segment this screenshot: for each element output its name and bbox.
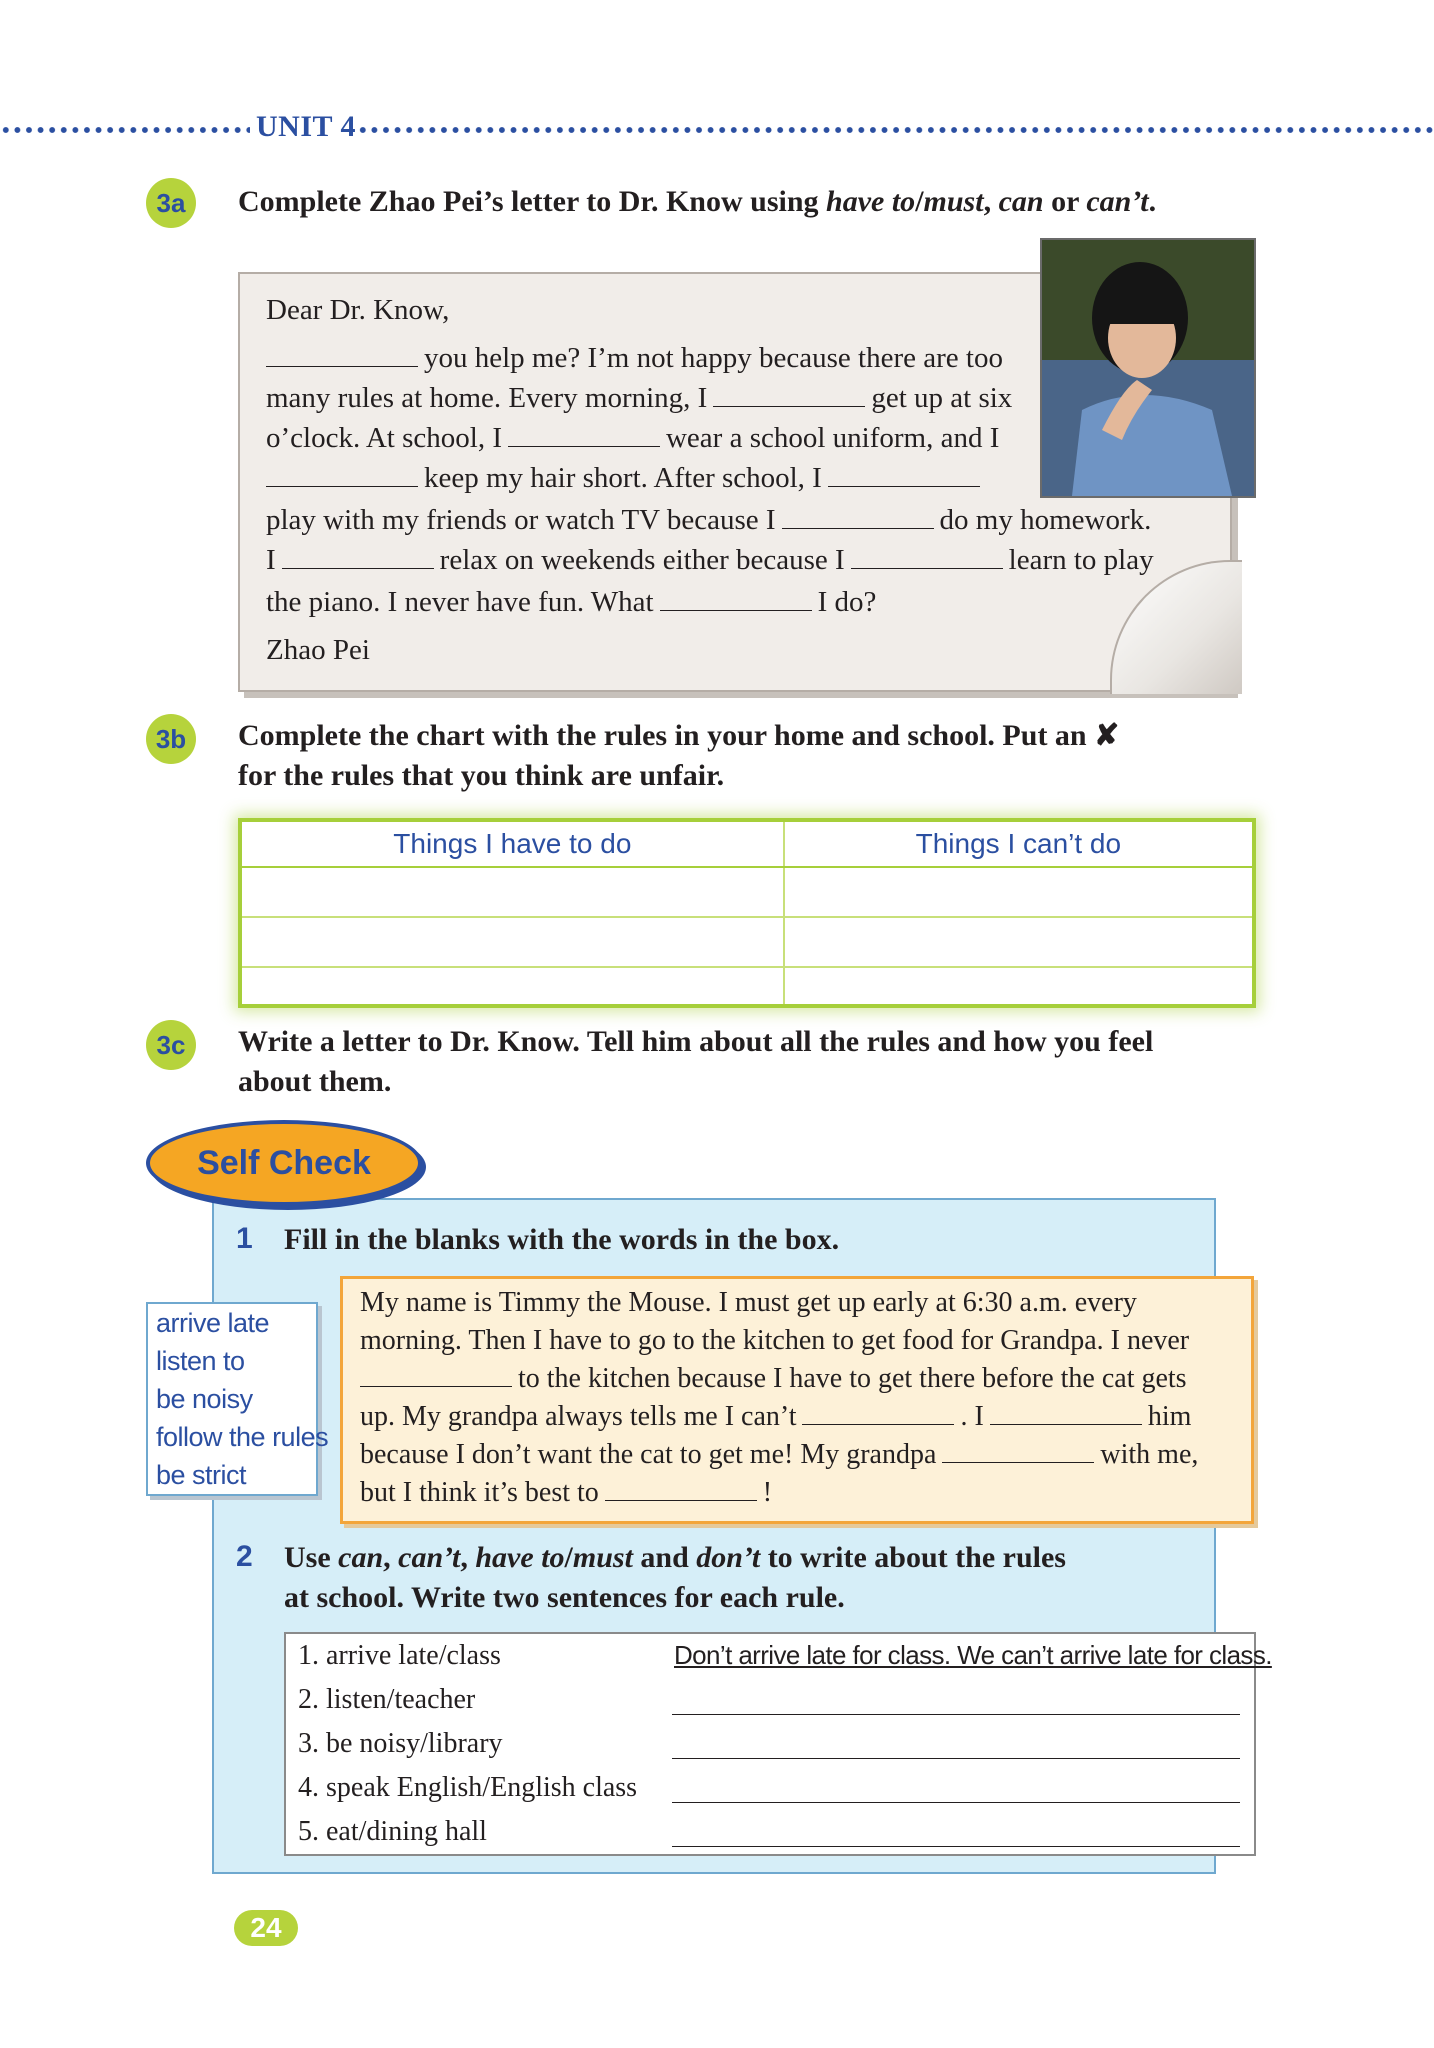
answer-blank[interactable] [828,458,980,487]
passage-line-3: to the kitchen because I have to get there before the cat gets [360,1360,1187,1398]
instruction-3a: Complete Zhao Pei’s letter to Dr. Know using have to/must, can or can’t. [238,185,1157,218]
chart-cell[interactable] [242,867,784,917]
section-badge-3c: 3c [146,1020,196,1070]
question-1-instruction: Fill in the blanks with the words in the box. [284,1223,840,1256]
header-dots-left [0,123,250,137]
letter-signature: Zhao Pei [266,634,370,666]
instruction-3b-line2: for the rules that you think are unfair. [238,759,725,792]
letter-line-4: keep my hair short. After school, I [266,458,986,498]
rules-chart [238,818,1256,1008]
answer-blank[interactable] [282,540,434,569]
question-2-instruction-line1: Use can, can’t, have to/must and don’t to write about the rules [284,1541,1066,1574]
letter-line-6: I relax on weekends either because I learn to play [266,540,1154,580]
answer-blank[interactable] [942,1436,1094,1463]
answer-blank[interactable] [266,458,418,487]
unit-title: UNIT 4 [256,110,356,143]
answer-blank[interactable] [990,1398,1142,1425]
header-dots-right [357,123,1434,137]
passage-line-6: but I think it’s best to ! [360,1474,772,1512]
answer-line[interactable] [672,1802,1240,1803]
word-box-item: arrive late [156,1308,270,1338]
rule-item: 4. speak English/English class [298,1772,638,1803]
rule-item: 2. listen/teacher [298,1684,476,1715]
letter-line-1: you help me? I’m not happy because there are too [266,338,1003,378]
answer-blank[interactable] [266,338,418,367]
section-badge-3a: 3a [146,178,196,228]
word-box-item: be noisy [156,1384,253,1414]
rule-item: 1. arrive late/class [298,1640,501,1671]
question-number-1: 1 [236,1222,253,1255]
word-box-item: be strict [156,1460,247,1490]
word-box-item: listen to [156,1346,245,1376]
girl-photo [1040,238,1256,498]
answer-blank[interactable] [360,1360,512,1387]
answer-blank[interactable] [802,1398,954,1425]
answer-line[interactable] [672,1846,1240,1847]
example-answer: Don’t arrive late for class. We can’t arrive late for class. [674,1640,1272,1670]
page-number: 24 [234,1910,298,1946]
question-number-2: 2 [236,1540,253,1573]
passage-line-2: morning. Then I have to go to the kitchen to get food for Grandpa. I never [360,1325,1190,1356]
letter-line-7: the piano. I never have fun. What I do? [266,582,876,622]
letter-line-3: o’clock. At school, I wear a school uniform, and I [266,418,999,458]
passage-line-5: because I don’t want the cat to get me! My grandpa with me, [360,1436,1198,1474]
answer-blank[interactable] [605,1474,757,1501]
rule-item: 5. eat/dining hall [298,1816,487,1847]
answer-blank[interactable] [660,582,812,611]
chart-header-have-to: Things I have to do [242,822,784,867]
answer-line[interactable] [672,1758,1240,1759]
chart-cell[interactable] [242,917,784,967]
word-box-item: follow the rules [156,1422,329,1452]
chart-cell[interactable] [784,917,1252,967]
self-check-title: Self Check [146,1120,422,1206]
answer-blank[interactable] [713,378,865,407]
passage-line-4: up. My grandpa always tells me I can’t . I him [360,1398,1191,1436]
chart-cell[interactable] [784,867,1252,917]
rule-item: 3. be noisy/library [298,1728,503,1759]
answer-blank[interactable] [851,540,1003,569]
question-2-instruction-line2: at school. Write two sentences for each rule. [284,1581,845,1614]
chart-header-cant: Things I can’t do [784,822,1252,867]
letter-greeting: Dear Dr. Know, [266,294,450,326]
answer-blank[interactable] [782,500,934,529]
passage-line-1: My name is Timmy the Mouse. I must get up early at 6:30 a.m. every [360,1287,1137,1318]
letter-line-5: play with my friends or watch TV because I do my homework. [266,500,1151,540]
letter-line-2: many rules at home. Every morning, I get up at six [266,378,1012,418]
instruction-3b-line1: Complete the chart with the rules in your home and school. Put an ✘ [238,719,1120,752]
chart-cell[interactable] [784,967,1252,1004]
section-badge-3b: 3b [146,714,196,764]
instruction-3c-line2: about them. [238,1065,392,1098]
chart-cell[interactable] [242,967,784,1004]
instruction-3c-line1: Write a letter to Dr. Know. Tell him about all the rules and how you feel [238,1025,1154,1058]
answer-blank[interactable] [508,418,660,447]
answer-line[interactable] [672,1714,1240,1715]
